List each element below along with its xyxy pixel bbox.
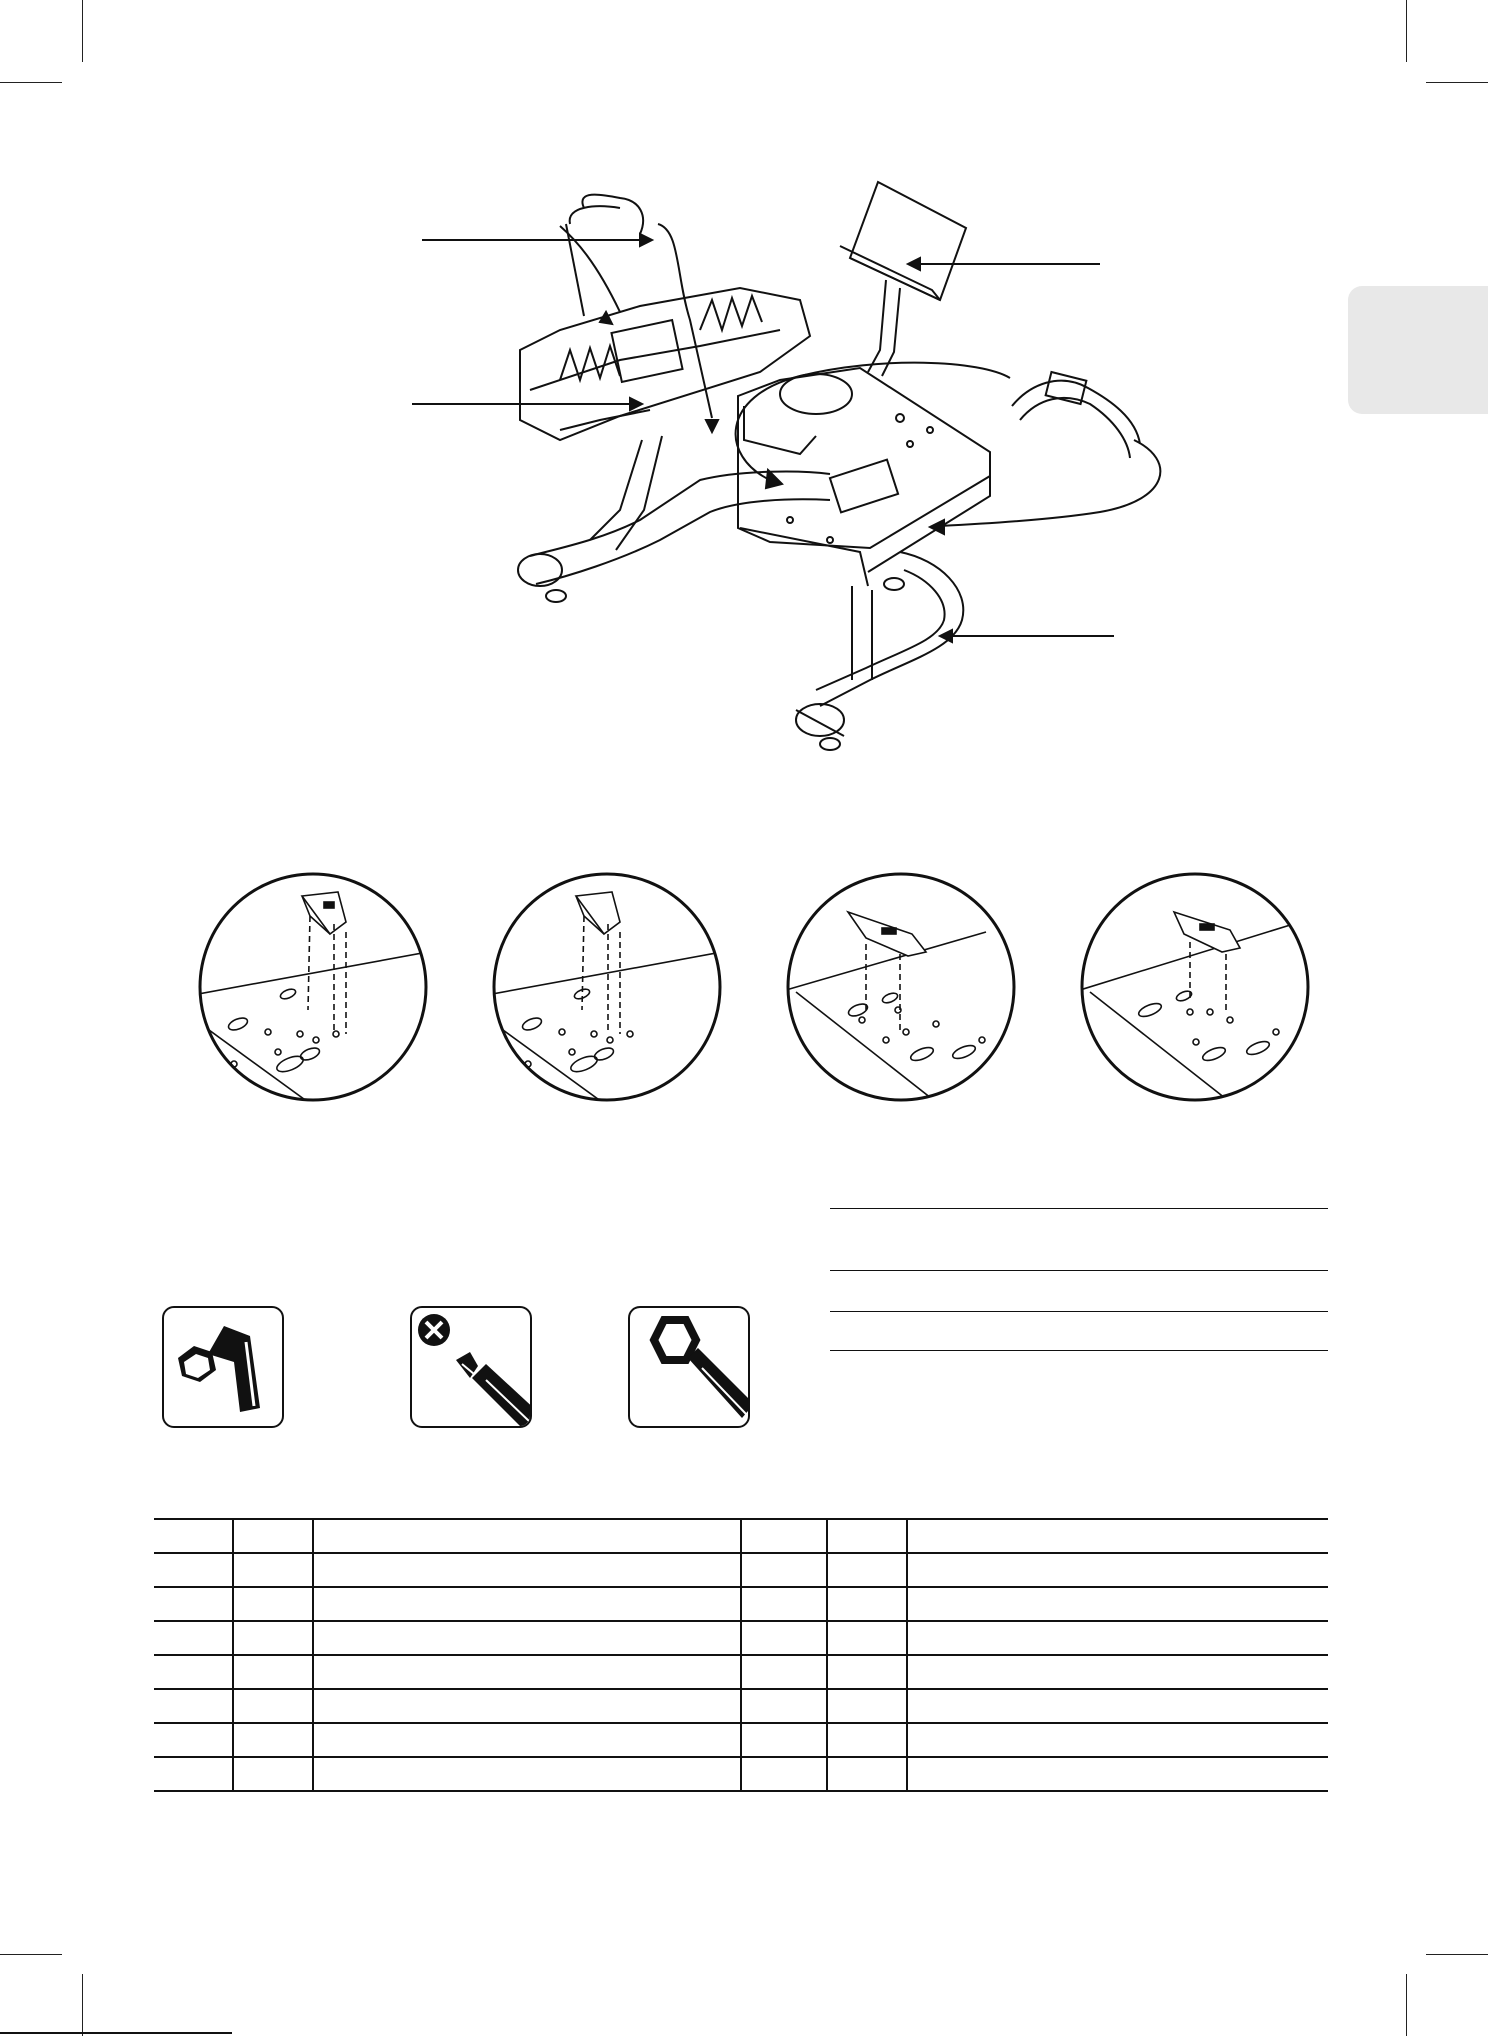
table-divider	[232, 1518, 234, 1792]
crop-mark	[0, 1954, 62, 1955]
table-divider	[740, 1518, 742, 1792]
detail-circle-3	[786, 872, 1016, 1102]
note-line	[830, 1350, 1328, 1351]
detail-circle-1	[198, 872, 428, 1102]
parts-table	[154, 1518, 1328, 1794]
hex-key-tool	[162, 1306, 284, 1428]
detail-circle-4	[1080, 872, 1310, 1102]
crop-mark	[1426, 1954, 1488, 1955]
table-divider	[906, 1518, 908, 1792]
hex-key-icon	[164, 1308, 282, 1426]
note-line	[830, 1270, 1328, 1271]
note-line	[830, 1208, 1328, 1209]
wrench-icon	[630, 1308, 748, 1426]
table-divider	[312, 1518, 314, 1792]
crop-mark	[82, 1974, 83, 2036]
footer-rule	[0, 2032, 232, 2034]
table-divider	[826, 1518, 828, 1792]
wrench-tool	[628, 1306, 750, 1428]
assembly-illustration	[0, 0, 1488, 780]
phillips-screwdriver-icon	[412, 1308, 530, 1426]
screwdriver-tool	[410, 1306, 532, 1428]
note-line	[830, 1311, 1328, 1312]
detail-circle-2	[492, 872, 722, 1102]
crop-mark	[1406, 1974, 1407, 2036]
